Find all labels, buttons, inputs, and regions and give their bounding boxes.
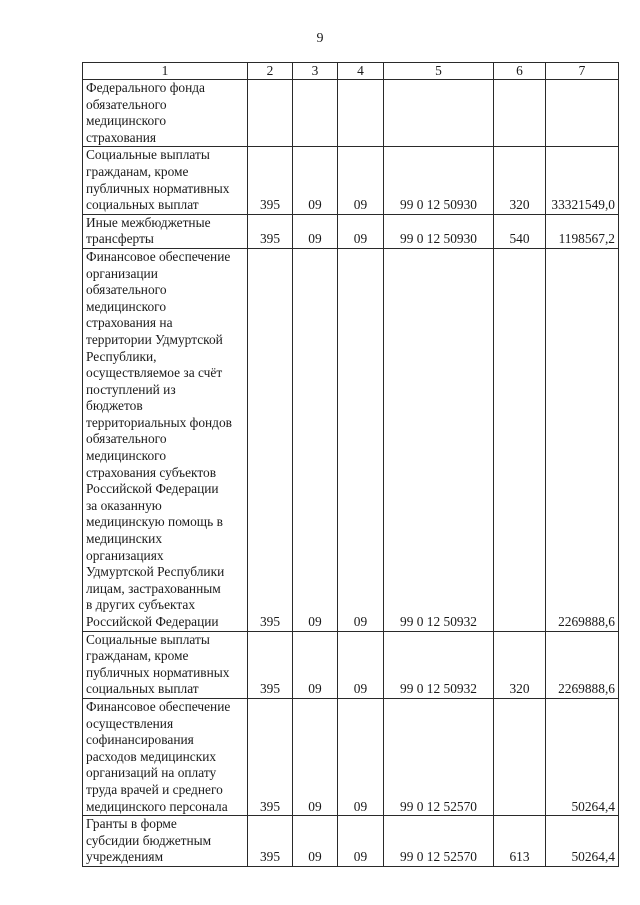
table-row xyxy=(83,214,619,248)
row-name xyxy=(83,80,248,147)
row-name-text: Гранты в форме субсидии бюджетным учреждениям xyxy=(86,816,212,865)
table-row xyxy=(83,80,619,147)
row-target-code: 99 0 12 50932 xyxy=(384,631,494,698)
row-expense-type: 613 xyxy=(494,816,546,867)
row-admin-code xyxy=(248,80,293,147)
row-expense-type xyxy=(494,698,546,815)
row-amount: 50264,4 xyxy=(546,816,619,867)
row-section-code: 09 xyxy=(293,214,338,248)
row-subsection-code: 09 xyxy=(338,147,384,214)
column-header-5: 5 xyxy=(384,63,494,80)
column-header-3: 3 xyxy=(293,63,338,80)
page-number: 9 xyxy=(316,31,324,46)
row-name xyxy=(83,698,248,815)
row-admin-code: 395 xyxy=(248,698,293,815)
row-section-code: 09 xyxy=(293,631,338,698)
row-name xyxy=(83,214,248,248)
column-header-1: 1 xyxy=(83,63,248,80)
table-row xyxy=(83,248,619,631)
row-section-code: 09 xyxy=(293,147,338,214)
row-name xyxy=(83,147,248,214)
row-admin-code: 395 xyxy=(248,248,293,631)
row-amount: 33321549,0 xyxy=(546,147,619,214)
row-admin-code: 395 xyxy=(248,147,293,214)
row-name xyxy=(83,816,248,867)
column-header-7: 7 xyxy=(546,63,619,80)
row-target-code: 99 0 12 50932 xyxy=(384,248,494,631)
row-subsection-code: 09 xyxy=(338,631,384,698)
row-section-code: 09 xyxy=(293,816,338,867)
row-name-text: Финансовое обеспечение организации обязательного медицинского страхования на территории Удмуртской Республики, осуществляемое за счёт поступлений из бюджетов территориальных фондов обязательного медицинского страхования субъектов Российской Федерации за оказанную медицинскую помощь в медицинских организациях Удмуртской Республики лицам, застрахованным в других субъектах Российской Федерации xyxy=(86,248,233,629)
row-name-text: Федерального фонда обязательного медицинского страхования xyxy=(86,80,206,145)
table-row xyxy=(83,631,619,698)
row-name xyxy=(83,631,248,698)
row-name-text: Социальные выплаты гражданам, кроме публичных нормативных социальных выплат xyxy=(86,147,230,213)
row-amount: 2269888,6 xyxy=(546,631,619,698)
row-amount: 2269888,6 xyxy=(546,248,619,631)
row-subsection-code: 09 xyxy=(338,816,384,867)
row-target-code: 99 0 12 50930 xyxy=(384,214,494,248)
row-name-text: Иные межбюджетные трансферты xyxy=(86,214,211,247)
column-header-4: 4 xyxy=(338,63,384,80)
row-amount: 1198567,2 xyxy=(546,214,619,248)
table-row xyxy=(83,698,619,815)
row-amount xyxy=(546,80,619,147)
row-target-code xyxy=(384,80,494,147)
row-target-code: 99 0 12 52570 xyxy=(384,816,494,867)
row-name-text: Социальные выплаты гражданам, кроме публичных нормативных социальных выплат xyxy=(86,631,230,697)
row-section-code: 09 xyxy=(293,248,338,631)
budget-table xyxy=(82,62,619,867)
row-admin-code: 395 xyxy=(248,816,293,867)
row-target-code: 99 0 12 50930 xyxy=(384,147,494,214)
row-subsection-code: 09 xyxy=(338,214,384,248)
row-name xyxy=(83,248,248,631)
column-header-6: 6 xyxy=(494,63,546,80)
row-expense-type: 320 xyxy=(494,147,546,214)
row-amount: 50264,4 xyxy=(546,698,619,815)
row-expense-type: 320 xyxy=(494,631,546,698)
row-subsection-code: 09 xyxy=(338,248,384,631)
row-section-code: 09 xyxy=(293,698,338,815)
row-expense-type xyxy=(494,80,546,147)
row-section-code xyxy=(293,80,338,147)
row-expense-type xyxy=(494,248,546,631)
row-name-text: Финансовое обеспечение осуществления софинансирования расходов медицинских организаций на оплату труда врачей и среднего медицинского персонала xyxy=(86,698,231,814)
row-admin-code: 395 xyxy=(248,631,293,698)
column-header-2: 2 xyxy=(248,63,293,80)
row-expense-type: 540 xyxy=(494,214,546,248)
row-admin-code: 395 xyxy=(248,214,293,248)
row-subsection-code: 09 xyxy=(338,698,384,815)
header-row xyxy=(83,63,619,80)
row-target-code: 99 0 12 52570 xyxy=(384,698,494,815)
table-row xyxy=(83,816,619,867)
row-subsection-code xyxy=(338,80,384,147)
table-row xyxy=(83,147,619,214)
